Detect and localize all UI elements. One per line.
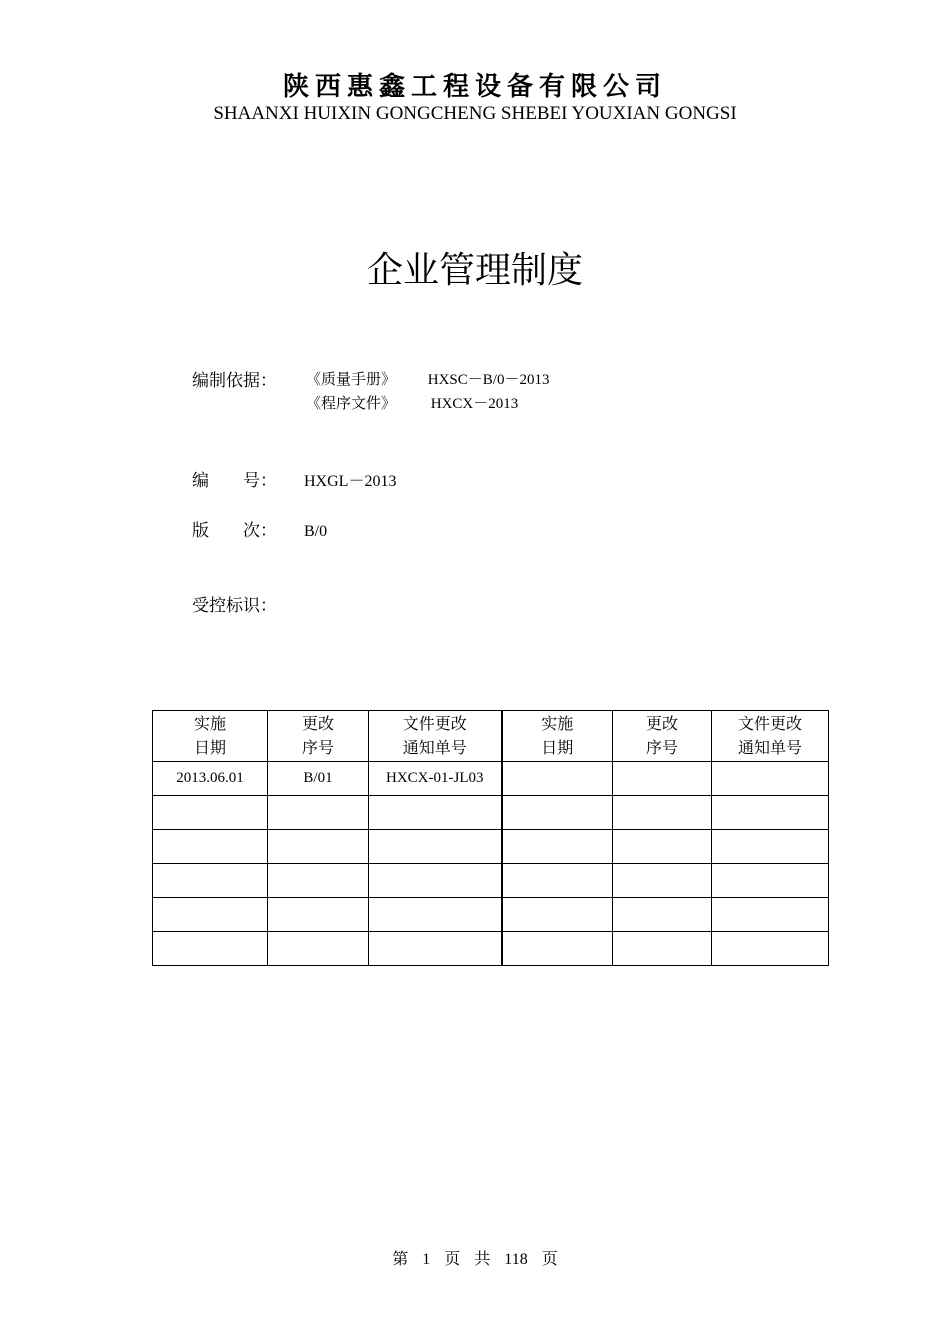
table-cell [613, 796, 712, 830]
basis-item-name: 《程序文件》 [306, 396, 397, 412]
table-cell [153, 932, 268, 966]
basis-item [306, 392, 518, 413]
table-cell: 2013.06.01 [153, 762, 268, 796]
table-cell [369, 830, 502, 864]
version-value: B/0 [304, 523, 328, 540]
table-cell [502, 898, 613, 932]
table-row [153, 932, 829, 966]
table-cell [712, 796, 829, 830]
document-title: 企业管理制度 [366, 250, 583, 291]
company-name-cn: 陕西惠鑫工程设备有限公司 [282, 72, 667, 102]
table-cell [268, 864, 369, 898]
table-cell [712, 932, 829, 966]
table-cell: B/01 [268, 762, 369, 796]
number-value: HXGL－2013 [304, 473, 397, 490]
table-cell [712, 864, 829, 898]
table-header-row [153, 711, 829, 762]
version-label: 版 次： [192, 521, 277, 541]
table-cell [712, 898, 829, 932]
table-cell [613, 898, 712, 932]
header-notice-no: 文件更改 通知单号 [369, 711, 502, 762]
table-cell [613, 762, 712, 796]
table-cell [268, 932, 369, 966]
table-cell [613, 932, 712, 966]
basis-item [306, 368, 549, 389]
table-cell [369, 796, 502, 830]
header-impl-date: 实施 日期 [502, 711, 613, 762]
table-cell [268, 830, 369, 864]
header-notice-no: 文件更改 通知单号 [712, 711, 829, 762]
table-cell [153, 898, 268, 932]
version-row [192, 516, 327, 541]
table-cell [502, 762, 613, 796]
page-number: 第 1 页 共 118 页 [392, 1251, 558, 1268]
control-row [192, 591, 304, 616]
header-change-no: 更改 序号 [268, 711, 369, 762]
header-impl-date: 实施 日期 [153, 711, 268, 762]
basis-item-code: HXCX－2013 [430, 396, 519, 412]
table-cell [613, 864, 712, 898]
table-row [153, 762, 829, 796]
table-cell [268, 796, 369, 830]
table-cell [502, 932, 613, 966]
table-row [153, 830, 829, 864]
table-cell [369, 898, 502, 932]
table-cell [613, 830, 712, 864]
table-cell [153, 864, 268, 898]
table-cell [502, 796, 613, 830]
number-label: 编 号： [192, 471, 277, 491]
table-cell [712, 762, 829, 796]
table-row [153, 898, 829, 932]
table-cell [502, 864, 613, 898]
table-cell [268, 898, 369, 932]
table-cell [502, 830, 613, 864]
basis-label: 编制依据： [192, 371, 277, 391]
table-row [153, 796, 829, 830]
table-cell [369, 932, 502, 966]
table-cell [369, 864, 502, 898]
change-record-table [152, 710, 829, 966]
company-name-en: SHAANXI HUIXIN GONGCHENG SHEBEI YOUXIAN GONGSI [213, 103, 737, 124]
basis-item-name: 《质量手册》 [306, 372, 397, 388]
number-row [192, 466, 396, 491]
table-cell [153, 796, 268, 830]
header-change-no: 更改 序号 [613, 711, 712, 762]
table-row [153, 864, 829, 898]
table-cell [153, 830, 268, 864]
control-label: 受控标识： [192, 596, 277, 616]
basis-item-code: HXSC－B/0－2013 [427, 372, 550, 388]
basis-section [192, 366, 304, 391]
table-cell: HXCX-01-JL03 [369, 762, 502, 796]
table-cell [712, 830, 829, 864]
